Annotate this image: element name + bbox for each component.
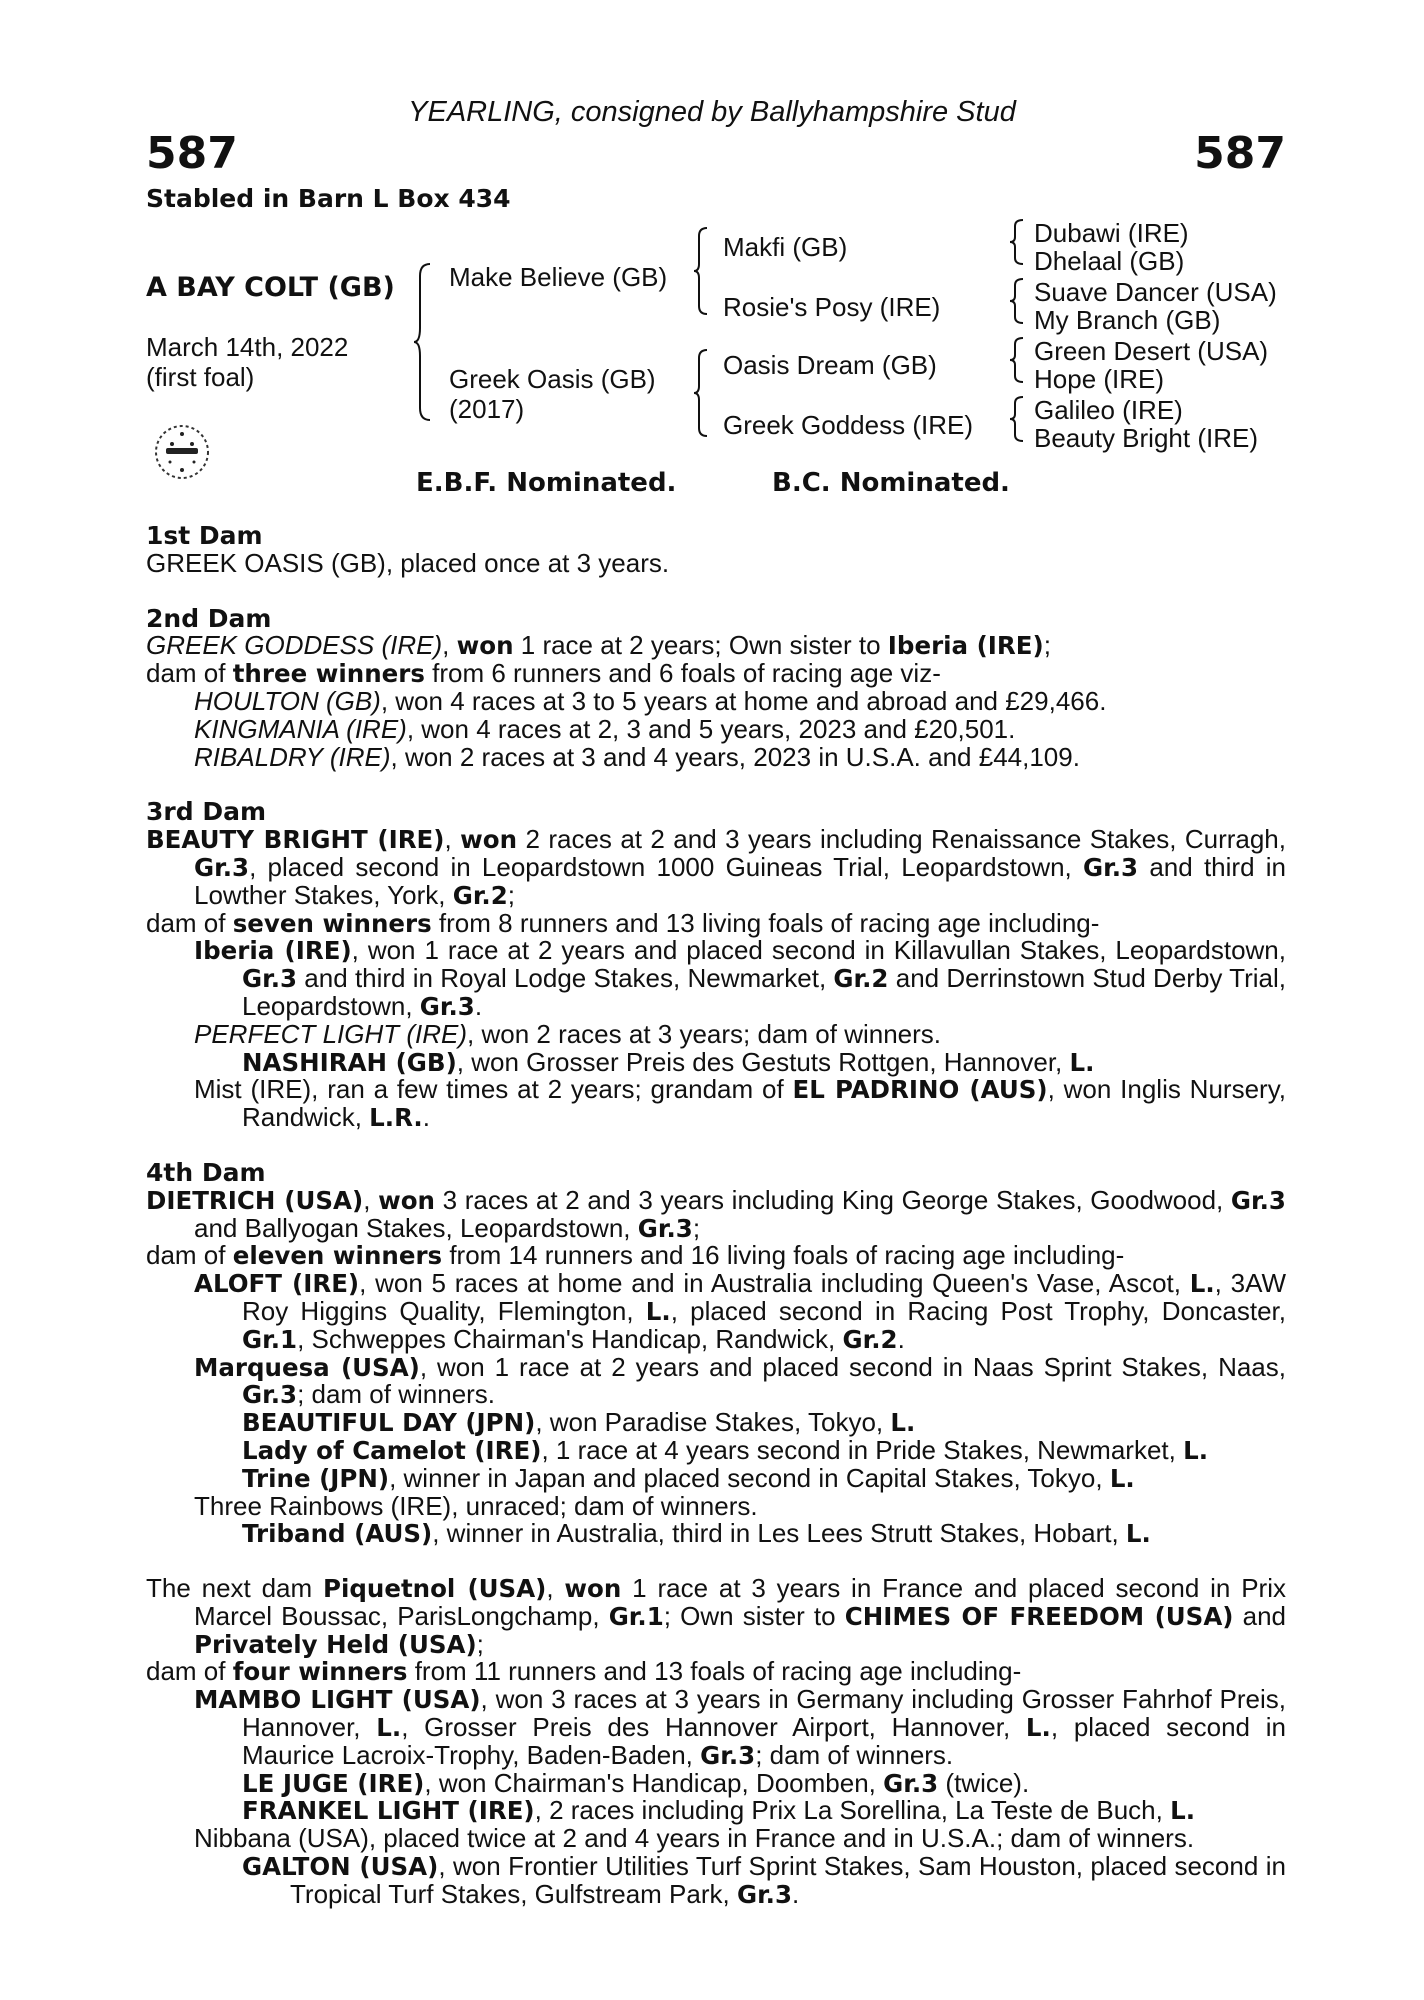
- catalogue-header-title: YEARLING, consigned by Ballyhampshire Stud: [408, 96, 1016, 128]
- list-item: MAMBO LIGHT (USA), won 3 races at 3 years in Germany including Grosser Fahrhof Preis, Hannover, L., Grosser Preis des Hannover Airport, Hannover, L., placed second in Maurice Lacroix-Trophy, Baden-Baden, Gr.3; dam of winners.: [194, 1684, 1287, 1770]
- list-item: BEAUTIFUL DAY (JPN), won Paradise Stakes, Tokyo, L.: [242, 1407, 916, 1438]
- pedigree-g7: Galileo (IRE): [1034, 395, 1183, 425]
- list-item: RIBALDRY (IRE), won 2 races at 3 and 4 years, 2023 in U.S.A. and £44,109.: [194, 741, 1080, 772]
- ebf-nomination: E.B.F. Nominated.: [416, 468, 677, 498]
- third-dam-heading: 3rd Dam: [146, 797, 266, 827]
- list-item: FRANKEL LIGHT (IRE), 2 races including Prix La Sorellina, La Teste de Buch, L.: [242, 1795, 1195, 1826]
- list-item: Mist (IRE), ran a few times at 2 years; grandam of EL PADRINO (AUS), won Inglis Nursery, Randwick, L.R..: [194, 1074, 1286, 1133]
- second-dam-produce-summary: dam of three winners from 6 runners and 6 foals of racing age viz-: [146, 658, 941, 689]
- pedigree-brace-g2: [1008, 277, 1026, 325]
- list-item: NASHIRAH (GB), won Grosser Preis des Gestuts Rottgen, Hannover, L.: [242, 1046, 1095, 1077]
- first-dam-line: GREEK OASIS (GB), placed once at 3 years.: [146, 547, 670, 578]
- horse-foaled-info: [146, 332, 348, 392]
- list-item: HOULTON (GB), won 4 races at 3 to 5 years at home and abroad and £29,466.: [194, 685, 1107, 716]
- third-dam-produce-summary: dam of seven winners from 8 runners and 13 living foals of racing age including-: [146, 907, 1100, 938]
- second-dam-heading: 2nd Dam: [146, 603, 272, 633]
- list-item: Triband (AUS), winner in Australia, third in Les Lees Strutt Stakes, Hobart, L.: [242, 1518, 1151, 1549]
- list-item: Iberia (IRE), won 1 race at 2 years and placed second in Killavullan Stakes, Leopardstown, Gr.3 and third in Royal Lodge Stakes, Newmarket, Gr.2 and Derrinstown Stud Derby Trial, Leopardstown, Gr.3.: [194, 935, 1286, 1021]
- pedigree-g5: Green Desert (USA): [1034, 336, 1269, 366]
- next-dam-line: The next dam Piquetnol (USA), won 1 race at 3 years in France and placed second in Prix Marcel Boussac, ParisLongchamp, Gr.1; Own sister to CHIMES OF FREEDOM (USA) and Privately Held (USA);: [146, 1573, 1287, 1659]
- foal-note: (first foal): [146, 362, 255, 392]
- horse-name: A BAY COLT (GB): [146, 272, 395, 303]
- next-dam-produce-summary: dam of four winners from 11 runners and 13 foals of racing age including-: [146, 1656, 1022, 1687]
- list-item: Trine (JPN), winner in Japan and placed second in Capital Stakes, Tokyo, L.: [242, 1462, 1135, 1493]
- stabled-location: Stabled in Barn L Box 434: [146, 184, 511, 213]
- list-item: PERFECT LIGHT (IRE), won 2 races at 3 years; dam of winners.: [194, 1018, 942, 1049]
- first-dam-heading: 1st Dam: [146, 521, 263, 550]
- pedigree-dam-year: (2017): [449, 394, 525, 424]
- pedigree-brace-g3: [1008, 336, 1026, 384]
- list-item: ALOFT (IRE), won 5 races at home and in Australia including Queen's Vase, Ascot, L., 3AW Roy Higgins Quality, Flemington, L., placed second in Racing Post Trophy, Doncaster, Gr.1, Schweppes Chairman's Handicap, Randwick, Gr.2.: [194, 1268, 1287, 1354]
- lot-number-right: 587: [1194, 128, 1286, 179]
- bc-nomination: B.C. Nominated.: [772, 468, 1010, 498]
- pedigree-g3: Suave Dancer (USA): [1034, 277, 1277, 307]
- second-dam-line: GREEK GODDESS (IRE), won 1 race at 2 years; Own sister to Iberia (IRE);: [146, 630, 1051, 661]
- pedigree-g8: Beauty Bright (IRE): [1034, 423, 1258, 453]
- fourth-dam-produce-summary: dam of eleven winners from 14 runners and 16 living foals of racing age including-: [146, 1240, 1125, 1271]
- pedigree-sire: Make Believe (GB): [449, 262, 668, 292]
- consignor-stamp-icon: [150, 420, 214, 484]
- pedigree-g2: Dhelaal (GB): [1034, 246, 1185, 276]
- list-item: Lady of Camelot (IRE), 1 race at 4 years second in Pride Stakes, Newmarket, L.: [242, 1434, 1208, 1465]
- pedigree-dam: Greek Oasis (GB): [449, 364, 656, 394]
- fourth-dam-line: DIETRICH (USA), won 3 races at 2 and 3 years including King George Stakes, Goodwood, Gr.3 and Ballyogan Stakes, Leopardstown, Gr.3;: [146, 1184, 1286, 1243]
- pedigree-brace-main: [412, 262, 434, 422]
- list-item: GALTON (USA), won Frontier Utilities Turf Sprint Stakes, Sam Houston, placed second in Tropical Turf Stakes, Gulfstream Park, Gr.3.: [242, 1851, 1286, 1909]
- pedigree-sire-sire: Makfi (GB): [723, 232, 848, 262]
- pedigree-sire-dam: Rosie's Posy (IRE): [723, 292, 941, 322]
- pedigree-g6: Hope (IRE): [1034, 364, 1165, 394]
- pedigree-dam-sire: Oasis Dream (GB): [723, 350, 937, 380]
- pedigree-g1: Dubawi (IRE): [1034, 218, 1189, 248]
- third-dam-line: BEAUTY BRIGHT (IRE), won 2 races at 2 and 3 years including Renaissance Stakes, Curragh, Gr.3, placed second in Leopardstown 1000 Guineas Trial, Leopardstown, Gr.3 and third in Lowther Stakes, York, Gr.2;: [146, 824, 1286, 910]
- pedigree-brace-sire: [692, 226, 710, 316]
- pedigree-brace-g4: [1008, 395, 1026, 443]
- foaling-date: March 14th, 2022: [146, 332, 349, 362]
- lot-number-left: 587: [146, 128, 238, 179]
- list-item: Marquesa (USA), won 1 race at 2 years and placed second in Naas Sprint Stakes, Naas, Gr.3; dam of winners.: [194, 1351, 1286, 1410]
- pedigree-brace-g1: [1008, 218, 1026, 266]
- list-item: LE JUGE (IRE), won Chairman's Handicap, Doomben, Gr.3 (twice).: [242, 1767, 1030, 1798]
- pedigree-g4: My Branch (GB): [1034, 305, 1221, 335]
- list-item: Three Rainbows (IRE), unraced; dam of winners.: [194, 1490, 758, 1521]
- fourth-dam-heading: 4th Dam: [146, 1157, 266, 1187]
- pedigree-brace-dam: [692, 348, 710, 438]
- list-item: KINGMANIA (IRE), won 4 races at 2, 3 and 5 years, 2023 and £20,501.: [194, 713, 1016, 744]
- produce-record: [146, 522, 1286, 1909]
- pedigree-dam-dam: Greek Goddess (IRE): [723, 410, 973, 440]
- list-item: Nibbana (USA), placed twice at 2 and 4 years in France and in U.S.A.; dam of winners.: [194, 1823, 1195, 1854]
